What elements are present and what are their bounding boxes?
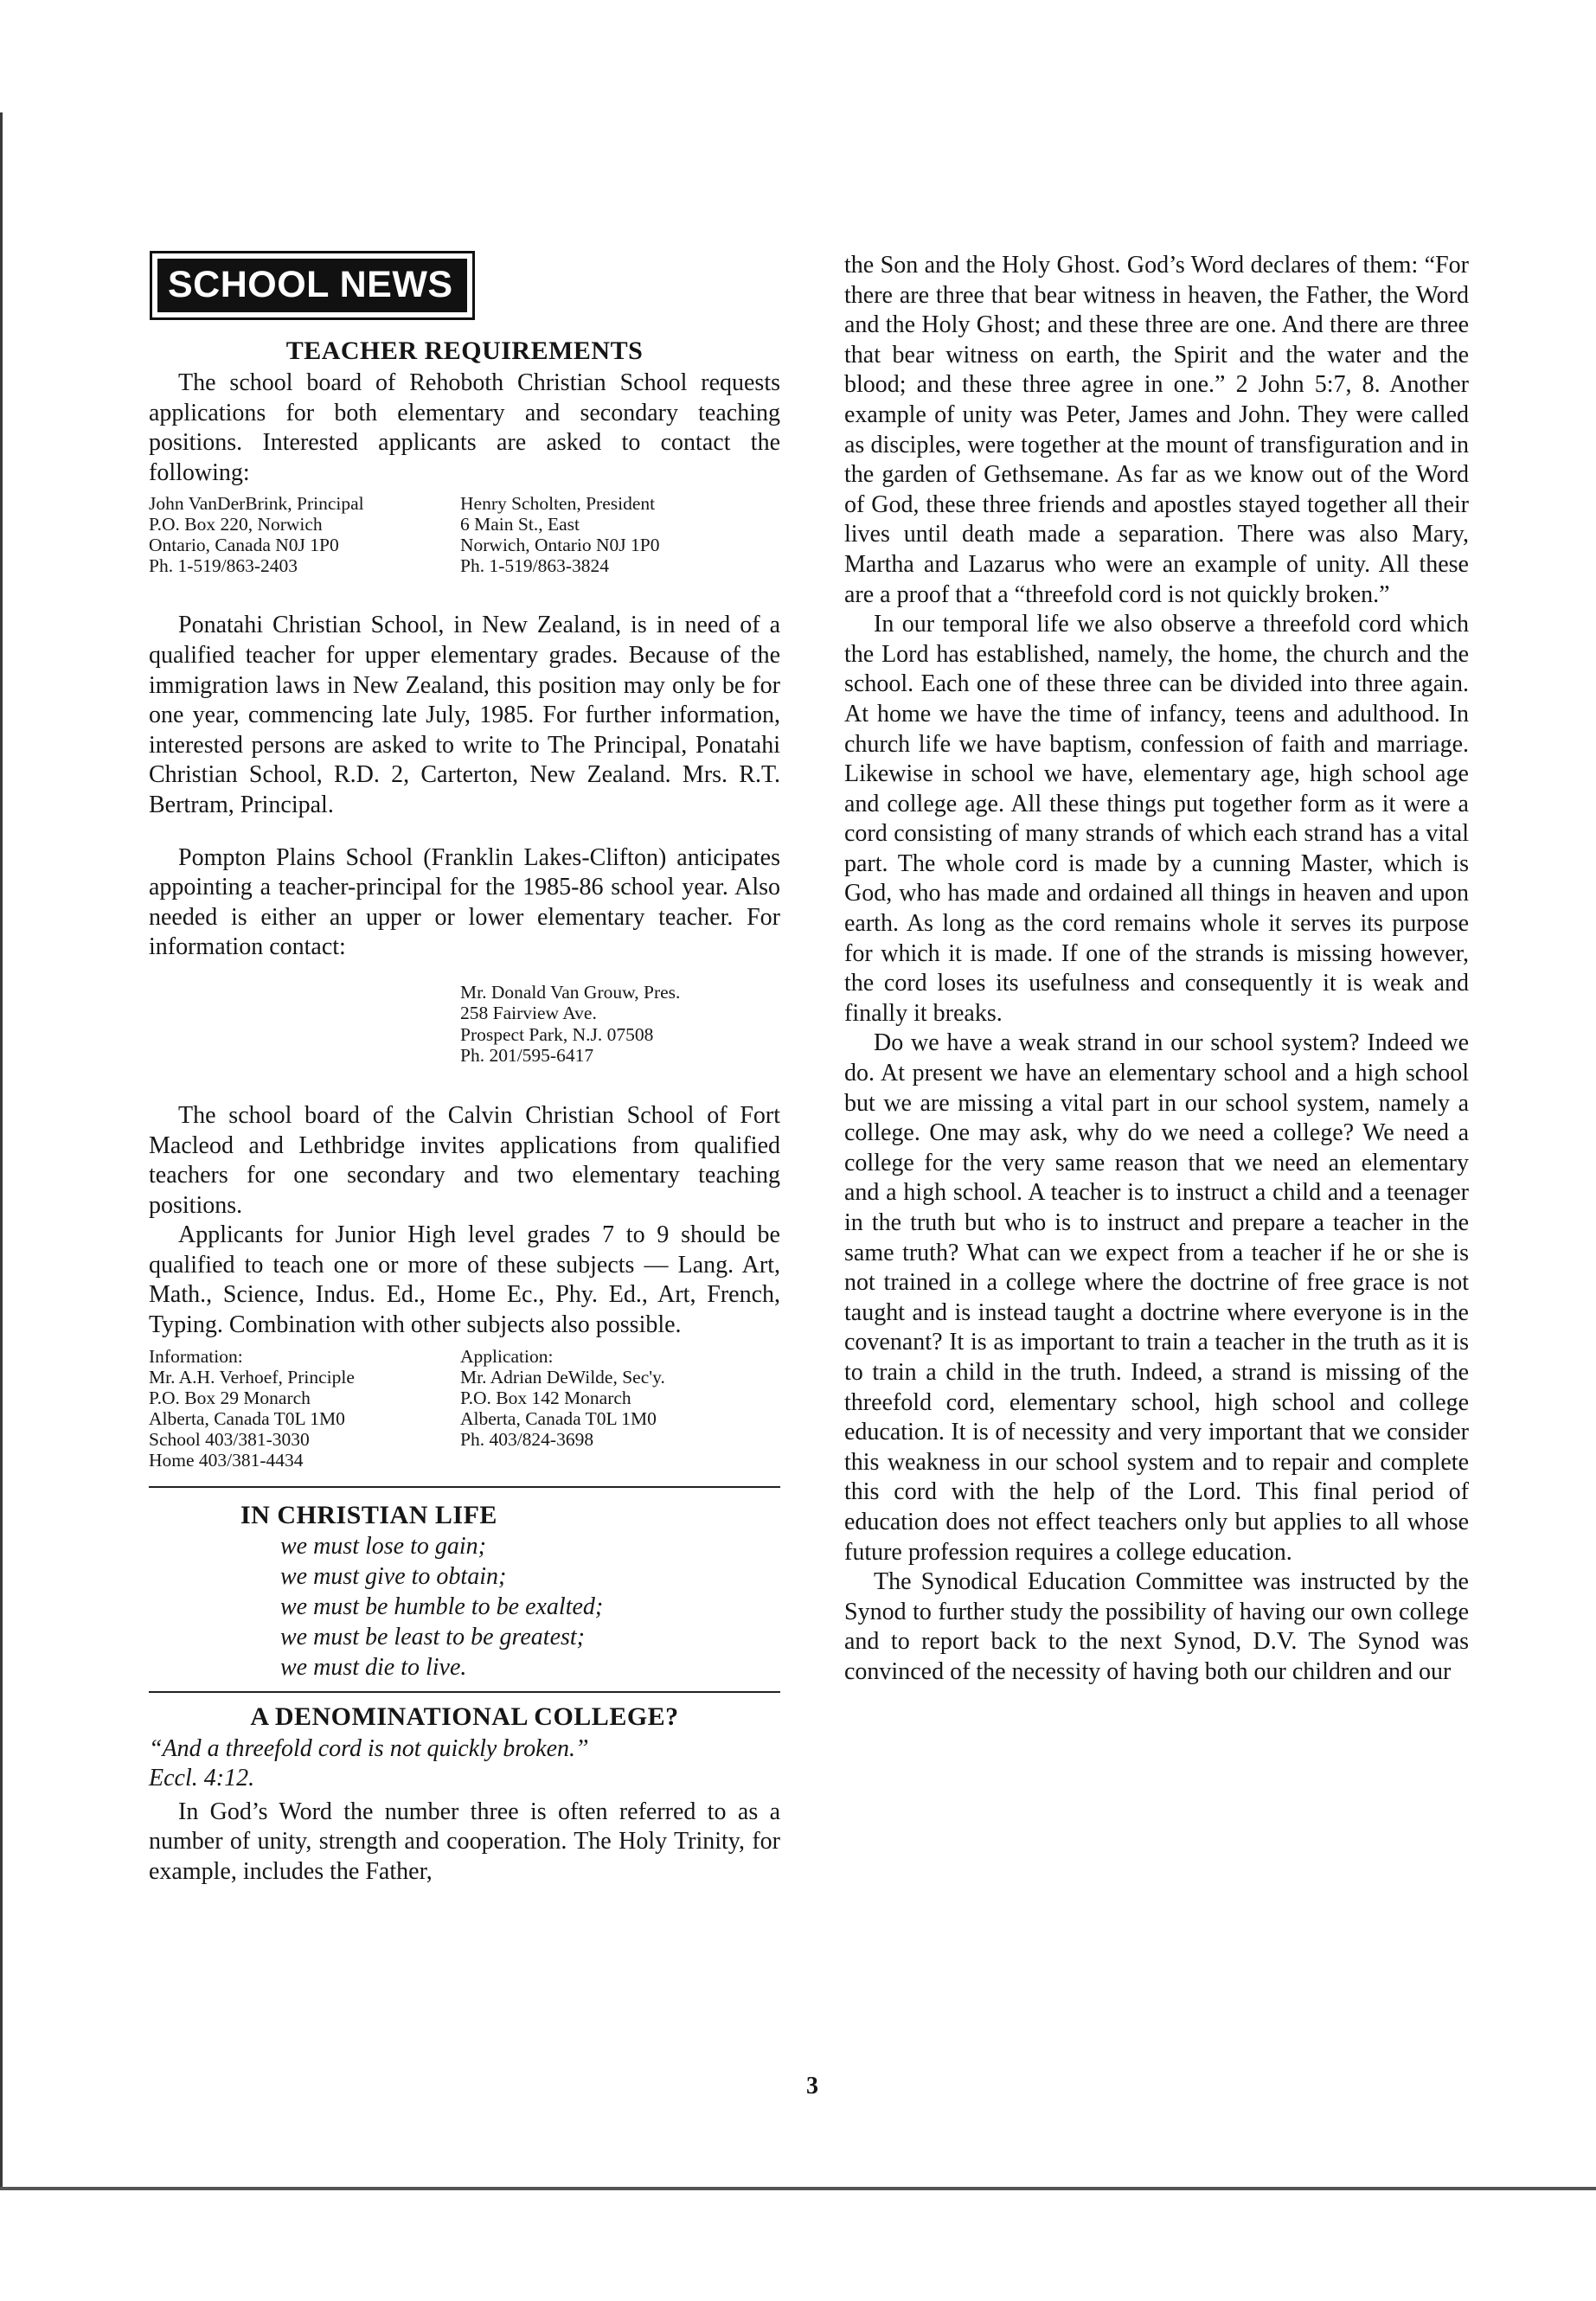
calvin-notice: The school board of the Calvin Christian School of Fort Macleod and Lethbridge invites applications from qualified teachers for one secondary and two elementary teaching positions.: [149, 1101, 780, 1219]
text-line: Henry Scholten, President: [460, 493, 656, 515]
text-line: Mr. Donald Van Grouw, Pres.: [460, 981, 681, 1003]
text-line: Ph. 403/824-3698: [460, 1428, 594, 1450]
article-paragraph-1: In God’s Word the number three is often referred to as a number of unity, strength and cooperation. The Holy Trinity, for example, includes the Father,: [149, 1798, 780, 1886]
text-line: Alberta, Canada T0L 1M0: [149, 1407, 345, 1429]
contact-verhoef: [149, 1346, 460, 1471]
article-paragraph-2: In our temporal life we also observe a threefold cord which the Lord has established, namely, the home, the church and the school. Each one of these three can be divided into three again. At home we have the time of infancy, teens and adulthood. In church life we have baptism, confession of faith and marriage. Likewise in school we have, elementary age, high school age and college age. All these things put together form as it were a cord consisting of many strands of which each strand has a vital part. The whole cord is made by a cunning Master, which is God, who has made and ordained all things in heaven and upon earth. As long as the cord remains whole it serves its purpose for which it is made. If one of the strands is missing however, the cord loses its usefulness and consequently it is weak and finally it breaks.: [844, 611, 1469, 1027]
poem-line: we must be least to be greatest;: [280, 1623, 586, 1650]
page-number: 3: [806, 2073, 818, 2099]
epigraph-reference: Eccl. 4:12.: [149, 1765, 255, 1792]
rehoboth-contacts: [149, 493, 780, 576]
left-column: [149, 251, 780, 1888]
school-news-banner: [150, 251, 475, 320]
text-line: Ontario, Canada N0J 1P0: [149, 535, 339, 556]
page-edge-shadow: [0, 112, 3, 2189]
contact-vanderbrink: [149, 493, 460, 576]
christian-life-title: IN CHRISTIAN LIFE: [240, 1500, 497, 1529]
right-column: [844, 251, 1469, 1688]
calvin-applicants: Applicants for Junior High level grades 7 to 9 should be qualified to teach one or more of these subjects — Lang. Art, Math., Science, Indus. Ed., Home Ec., Phy. Ed., Art, French, Typing. Combination with other subjects also possible.: [149, 1221, 780, 1339]
poem-line: we must lose to gain;: [280, 1532, 486, 1560]
rehoboth-notice: The school board of Rehoboth Christian School requests applications for both elementary and secondary teaching positions. Interested applicants are asked to contact the following:: [149, 369, 780, 486]
text-line: School 403/381-3030: [149, 1428, 310, 1450]
christian-life-poem: [280, 1531, 780, 1682]
text-line: P.O. Box 29 Monarch: [149, 1387, 311, 1408]
text-line: Application:: [460, 1345, 554, 1367]
contact-scholten: [460, 493, 780, 576]
text-line: John VanDerBrink, Principal: [149, 493, 364, 515]
school-news-label: SCHOOL NEWS: [157, 259, 467, 312]
text-line: Mr. A.H. Verhoef, Principle: [149, 1366, 355, 1388]
text-line: Norwich, Ontario N0J 1P0: [460, 535, 660, 556]
poem-line: we must die to live.: [280, 1653, 467, 1681]
divider-rule: [149, 1691, 780, 1693]
text-line: Ph. 1-519/863-2403: [149, 555, 298, 577]
text-line: “And a threefold cord is not quickly broken.”: [149, 1734, 589, 1762]
poem-line: we must give to obtain;: [280, 1562, 507, 1590]
pompton-notice: Pompton Plains School (Franklin Lakes-Clifton) anticipates appointing a teacher-principal for the 1985-86 school year. Also needed is either an upper or lower elementary teacher. For information contact:: [149, 843, 780, 961]
text-line: Home 403/381-4434: [149, 1449, 304, 1471]
text-line: Ph. 1-519/863-3824: [460, 555, 609, 577]
page-bottom-edge: [0, 2187, 1596, 2190]
text-line: Alberta, Canada T0L 1M0: [460, 1407, 657, 1429]
contact-dewilde: [460, 1346, 780, 1471]
text-line: Information:: [149, 1345, 243, 1367]
divider-rule: [149, 1486, 780, 1488]
poem-line: we must be humble to be exalted;: [280, 1593, 604, 1620]
text-line: Ph. 201/595-6417: [460, 1045, 594, 1067]
text-line: Prospect Park, N.J. 07508: [460, 1023, 654, 1045]
text-line: 258 Fairview Ave.: [460, 1003, 597, 1024]
text-line: Mr. Adrian DeWilde, Sec'y.: [460, 1366, 665, 1388]
teacher-requirements-heading: TEACHER REQUIREMENTS: [285, 336, 644, 365]
article-epigraph: [149, 1734, 780, 1765]
ponatahi-notice: Ponatahi Christian School, in New Zealand, is in need of a qualified teacher for upper elementary grades. Because of the immigration laws in New Zealand, this position may only be for one year, commencing late July, 1985. For further information, interested persons are asked to write to The Principal, Ponatahi Christian School, R.D. 2, Carterton, New Zealand. Mrs. R.T. Bertram, Principal.: [149, 612, 780, 818]
text-line: P.O. Box 142 Monarch: [460, 1387, 631, 1408]
article-paragraph-1-continued: the Son and the Holy Ghost. God’s Word declares of them: “For there are three that bear witness in heaven, the Father, the Word and the Holy Ghost; and these three are one. And there are three that bear witness on earth, the Spirit and the water and the blood; and these three agree in one.” 2 John 5:7, 8. Another example of unity was Peter, James and John. They were called as disciples, were together at the mount of transfiguration and in the garden of Gethsemane. As far as we know out of the Word of God, these three friends and apostles stayed together all their lives until death made a separation. There was also Mary, Martha and Lazarus who were an example of unity. All these are a proof that a “threefold cord is not quickly broken.”: [844, 252, 1469, 608]
article-paragraph-3: Do we have a weak strand in our school system? Indeed we do. At present we have an elementary school and a high school but we are missing a vital part in our school system, namely a college. One may ask, why do we need a college? We need a college for the very same reason that we need an elementary and a high school. A teacher is to instruct a child and a teenager in the truth but who is to instruct and prepare a teacher in the same truth? What can we expect from a teacher if he or she is not trained in a college where the doctrine of free grace is not taught and is instead taught a doctrine where everyone is in the covenant? It is as important to train a teacher in the truth as it is to train a child in the truth. Indeed, a strand is missing of the threefold cord, elementary school, high school and college education. It is of necessity and very important that we consider this weakness in our school system and to repair and complete this cord with the help of the Lord. This final period of education does not effect teachers only but applies to all whose future profession requires a college education.: [844, 1029, 1469, 1566]
text-line: P.O. Box 220, Norwich: [149, 514, 323, 535]
contact-van-grouw: [460, 982, 780, 1067]
college-article-heading: A DENOMINATIONAL COLLEGE?: [250, 1702, 679, 1731]
article-paragraph-4: The Synodical Education Committee was instructed by the Synod to further study the possibility of having our own college and to report back to the next Synod, D.V. The Synod was convinced of the necessity of having both our children and our: [844, 1568, 1469, 1685]
text-line: 6 Main St., East: [460, 514, 580, 535]
calvin-contacts: [149, 1346, 780, 1471]
